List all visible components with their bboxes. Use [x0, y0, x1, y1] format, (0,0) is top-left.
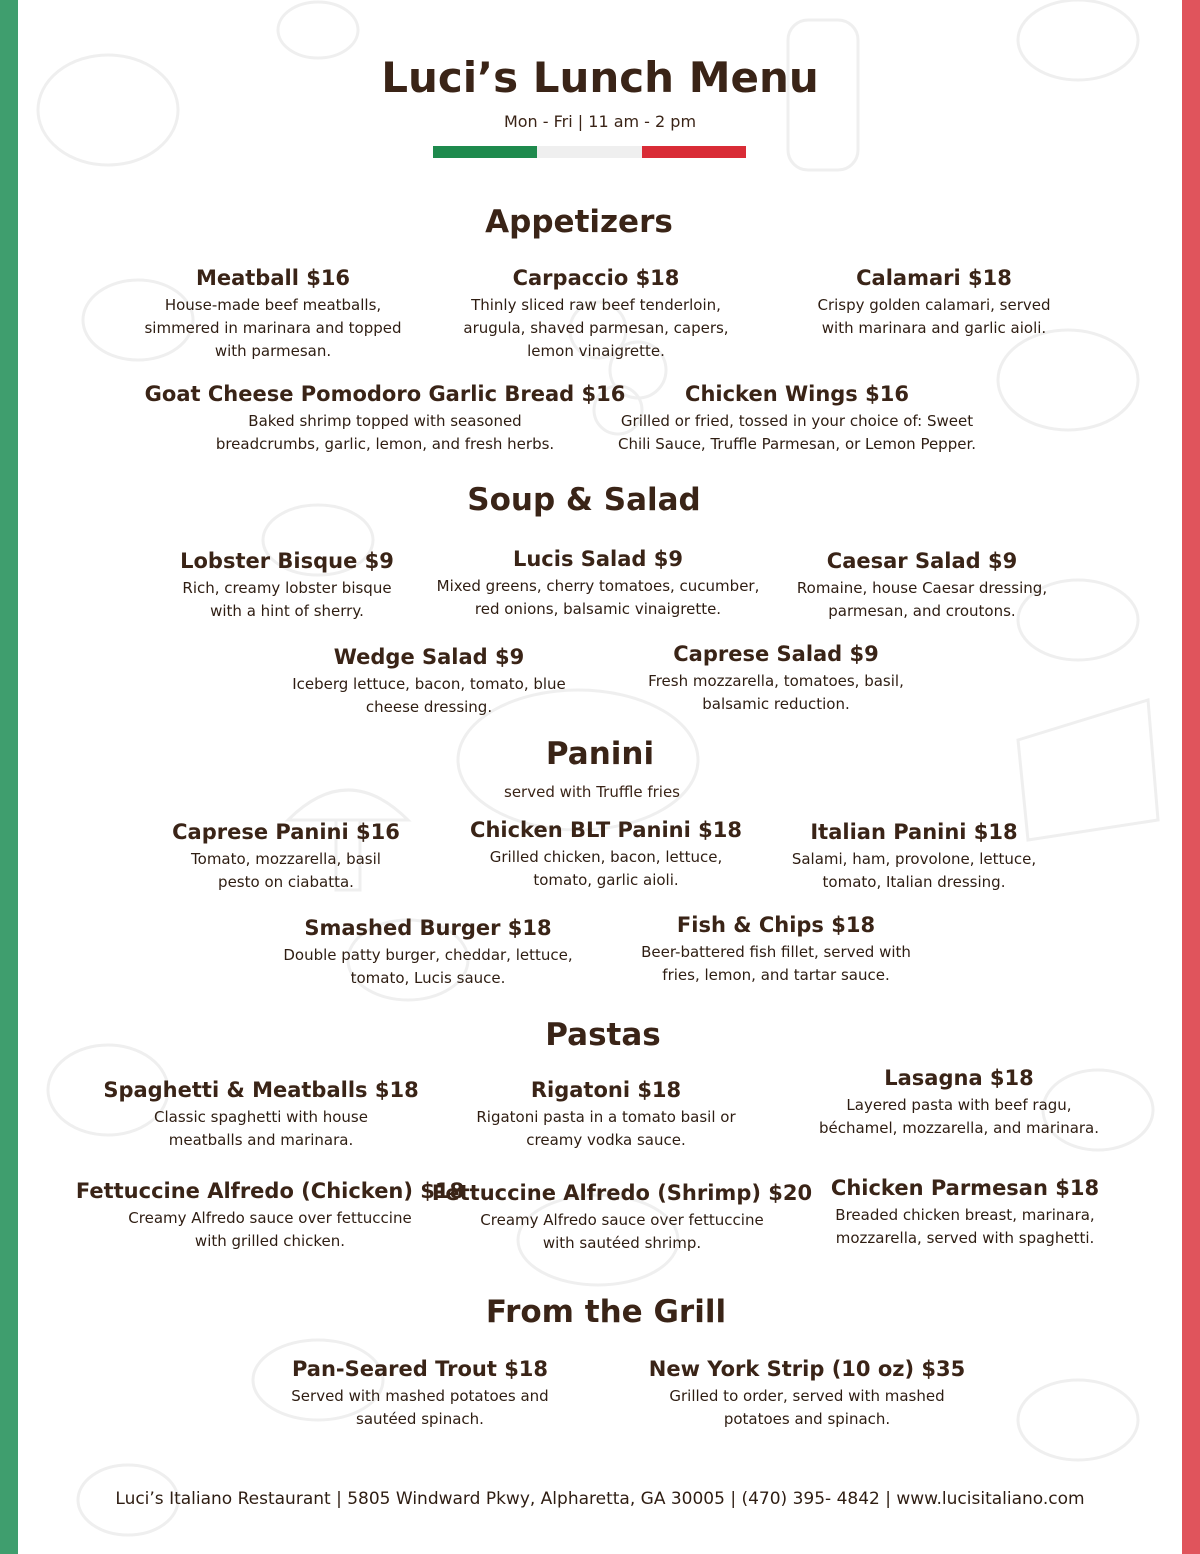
item-name: Caprese Panini $16	[172, 820, 400, 844]
flag-red-stripe	[642, 146, 746, 158]
item-name: Pan-Seared Trout $18	[291, 1357, 549, 1381]
desc-line: simmered in marinara and topped	[144, 319, 402, 337]
item-name: Rigatoni $18	[530, 1078, 682, 1102]
item-description	[618, 410, 976, 456]
item-description	[432, 1209, 812, 1255]
item-name: New York Strip (10 oz) $35	[648, 1357, 966, 1381]
menu-title: Luci’s Lunch Menu	[381, 53, 819, 102]
desc-line: Salami, ham, provolone, lettuce,	[791, 850, 1037, 868]
desc-line: Rich, creamy lobster bisque	[182, 579, 392, 597]
desc-line: tomato, Lucis sauce.	[350, 969, 506, 987]
menu-item-wedge-salad	[292, 643, 566, 719]
item-description	[437, 575, 760, 621]
desc-line: with sautéed shrimp.	[542, 1234, 702, 1252]
item-name: Spaghetti & Meatballs $18	[103, 1078, 419, 1102]
desc-line: Grilled chicken, bacon, lettuce,	[489, 848, 723, 866]
right-red-border	[1182, 0, 1200, 1554]
desc-line: Creamy Alfredo sauce over fettuccine	[128, 1209, 412, 1227]
item-description	[470, 846, 742, 892]
item-name: Chicken Wings $16	[685, 382, 909, 406]
item-description	[180, 577, 394, 623]
item-name: Wedge Salad $9	[333, 645, 525, 669]
flag-white-stripe	[537, 146, 641, 158]
desc-line: pesto on ciabatta.	[218, 873, 354, 891]
item-name: Lasagna $18	[884, 1066, 1034, 1090]
item-description	[476, 1106, 735, 1152]
item-description	[292, 673, 566, 719]
desc-line: Breaded chicken breast, marinara,	[835, 1206, 1095, 1224]
desc-line: with parmesan.	[214, 342, 332, 360]
menu-item-fettuccine-chicken	[76, 1177, 464, 1253]
item-name: Meatball $16	[195, 266, 351, 290]
desc-line: Grilled to order, served with mashed	[669, 1387, 945, 1405]
item-description	[641, 941, 911, 987]
item-description	[291, 1385, 548, 1431]
desc-line: Iceberg lettuce, bacon, tomato, blue	[292, 675, 566, 693]
flag-green-stripe	[433, 146, 537, 158]
desc-line: Mixed greens, cherry tomatoes, cucumber,	[436, 577, 760, 595]
desc-line: Romaine, house Caesar dressing,	[796, 579, 1048, 597]
item-description	[463, 294, 728, 363]
desc-line: Double patty burger, cheddar, lettuce,	[283, 946, 573, 964]
desc-line: Tomato, mozzarella, basil	[191, 850, 381, 868]
menu-item-caesar-salad	[797, 547, 1047, 623]
italian-flag-divider	[433, 146, 746, 158]
item-name: Fettuccine Alfredo (Chicken) $18	[75, 1179, 465, 1203]
desc-line: red onions, balsamic vinaigrette.	[474, 600, 722, 618]
menu-item-chicken-wings	[618, 380, 976, 456]
item-name: Goat Cheese Pomodoro Garlic Bread $16	[144, 382, 626, 406]
section-title-soup-salad: Soup & Salad	[467, 482, 701, 518]
opening-hours: Mon - Fri | 11 am - 2 pm	[503, 112, 697, 131]
desc-line: creamy vodka sauce.	[526, 1131, 686, 1149]
desc-line: sautéed spinach.	[356, 1410, 484, 1428]
desc-line: arugula, shaved parmesan, capers,	[463, 319, 729, 337]
desc-line: House-made beef meatballs,	[164, 296, 382, 314]
item-name: Fettuccine Alfredo (Shrimp) $20	[431, 1181, 813, 1205]
desc-line: tomato, Italian dressing.	[822, 873, 1006, 891]
section-title-panini: Panini	[545, 736, 655, 772]
item-name: Fish & Chips $18	[676, 913, 876, 937]
menu-item-chicken-parmesan	[831, 1174, 1099, 1250]
menu-item-new-york-strip	[649, 1355, 965, 1431]
item-name: Smashed Burger $18	[304, 916, 552, 940]
item-description	[819, 1094, 1099, 1140]
menu-item-chicken-blt-panini	[470, 816, 742, 892]
menu-item-italian-panini	[792, 818, 1036, 894]
menu-item-garlic-bread	[145, 380, 626, 456]
item-description	[103, 1106, 418, 1152]
desc-line: Served with mashed potatoes and	[291, 1387, 549, 1405]
menu-item-lasagna	[819, 1064, 1099, 1140]
item-name: Carpaccio $18	[512, 266, 680, 290]
left-green-border	[0, 0, 18, 1554]
menu-item-pan-seared-trout	[291, 1355, 548, 1431]
desc-line: with marinara and garlic aioli.	[821, 319, 1047, 337]
panini-note: served with Truffle fries	[504, 783, 680, 801]
desc-line: with a hint of sherry.	[210, 602, 364, 620]
item-name: Italian Panini $18	[810, 820, 1018, 844]
restaurant-footer-info: Luci’s Italiano Restaurant | 5805 Windward Pkwy, Alpharetta, GA 30005 | (470) 395- 4842 | www.lucisitaliano.com	[115, 1489, 1085, 1509]
desc-line: Fresh mozzarella, tomatoes, basil,	[648, 672, 904, 690]
menu-item-carpaccio	[463, 264, 728, 363]
desc-line: breadcrumbs, garlic, lemon, and fresh herbs.	[215, 435, 555, 453]
desc-line: potatoes and spinach.	[723, 1410, 891, 1428]
item-description	[76, 1207, 464, 1253]
menu-item-meatball	[144, 264, 401, 363]
desc-line: parmesan, and croutons.	[828, 602, 1016, 620]
section-title-appetizers: Appetizers	[485, 204, 673, 240]
menu-item-caprese-salad	[648, 640, 904, 716]
item-description	[172, 848, 400, 894]
item-description	[818, 294, 1051, 340]
item-name: Caprese Salad $9	[673, 642, 879, 666]
desc-line: tomato, garlic aioli.	[533, 871, 679, 889]
section-title-grill: From the Grill	[485, 1294, 727, 1330]
menu-item-fish-chips	[641, 911, 911, 987]
desc-line: béchamel, mozzarella, and marinara.	[818, 1119, 1100, 1137]
desc-line: mozzarella, served with spaghetti.	[835, 1229, 1095, 1247]
item-name: Caesar Salad $9	[826, 549, 1018, 573]
menu-item-calamari	[818, 264, 1051, 340]
menu-item-lucis-salad	[437, 545, 760, 621]
item-description	[145, 410, 626, 456]
menu-item-spaghetti-meatballs	[103, 1076, 418, 1152]
desc-line: Rigatoni pasta in a tomato basil or	[476, 1108, 736, 1126]
menu-item-fettuccine-shrimp	[432, 1179, 812, 1255]
desc-line: fries, lemon, and tartar sauce.	[662, 966, 890, 984]
item-description	[649, 1385, 965, 1431]
desc-line: balsamic reduction.	[702, 695, 850, 713]
item-description	[797, 577, 1047, 623]
desc-line: Crispy golden calamari, served	[817, 296, 1051, 314]
menu-item-lobster-bisque	[180, 547, 394, 623]
item-description	[831, 1204, 1099, 1250]
desc-line: Baked shrimp topped with seasoned	[248, 412, 522, 430]
item-name: Chicken Parmesan $18	[830, 1176, 1100, 1200]
item-description	[283, 944, 572, 990]
item-name: Lucis Salad $9	[512, 547, 684, 571]
item-name: Chicken BLT Panini $18	[470, 818, 742, 842]
desc-line: Chili Sauce, Truffle Parmesan, or Lemon Pepper.	[617, 435, 977, 453]
item-name: Calamari $18	[856, 266, 1012, 290]
desc-line: with grilled chicken.	[194, 1232, 346, 1250]
desc-line: Creamy Alfredo sauce over fettuccine	[480, 1211, 764, 1229]
item-description	[792, 848, 1036, 894]
desc-line: Grilled or fried, tossed in your choice of: Sweet	[620, 412, 974, 430]
desc-line: meatballs and marinara.	[168, 1131, 354, 1149]
menu-item-smashed-burger	[283, 914, 572, 990]
item-description	[144, 294, 401, 363]
menu-item-caprese-panini	[172, 818, 400, 894]
menu-item-rigatoni	[476, 1076, 735, 1152]
desc-line: Thinly sliced raw beef tenderloin,	[471, 296, 721, 314]
item-name: Lobster Bisque $9	[180, 549, 394, 573]
desc-line: Classic spaghetti with house	[154, 1108, 368, 1126]
desc-line: lemon vinaigrette.	[527, 342, 665, 360]
item-description	[648, 670, 904, 716]
desc-line: cheese dressing.	[365, 698, 493, 716]
section-title-pastas: Pastas	[545, 1017, 661, 1053]
desc-line: Layered pasta with beef ragu,	[846, 1096, 1072, 1114]
desc-line: Beer-battered fish fillet, served with	[641, 943, 911, 961]
